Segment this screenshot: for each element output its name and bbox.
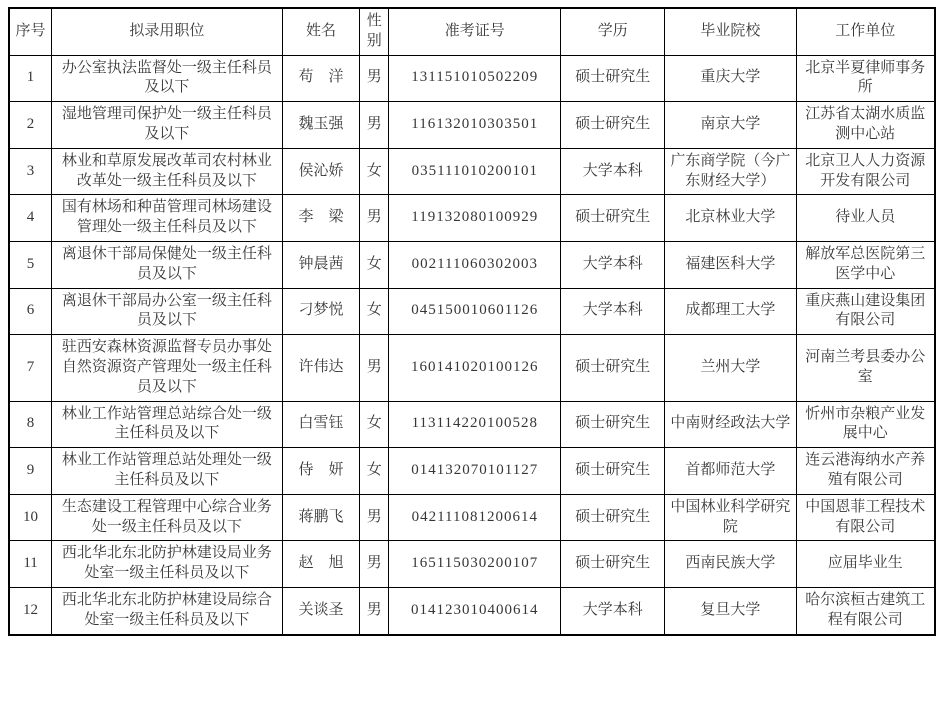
- cell-position: 离退休干部局保健处一级主任科员及以下: [52, 241, 283, 288]
- cell-education: 大学本科: [561, 587, 665, 634]
- cell-employer: 解放军总医院第三医学中心: [796, 241, 935, 288]
- cell-school: 重庆大学: [665, 55, 796, 102]
- cell-index: 6: [9, 288, 52, 335]
- cell-index: 2: [9, 102, 52, 149]
- cell-name: 刁梦悦: [282, 288, 360, 335]
- cell-exam_no: 014132070101127: [389, 448, 561, 495]
- cell-employer: 重庆燕山建设集团有限公司: [796, 288, 935, 335]
- cell-exam_no: 116132010303501: [389, 102, 561, 149]
- cell-name: 蒋鹏飞: [282, 494, 360, 541]
- cell-school: 中南财经政法大学: [665, 401, 796, 448]
- table-row: [9, 401, 935, 448]
- cell-name: 苟 洋: [282, 55, 360, 102]
- cell-index: 1: [9, 55, 52, 102]
- cell-gender: 男: [360, 335, 389, 401]
- header-cell-exam_no: 准考证号: [389, 8, 561, 55]
- cell-gender: 男: [360, 541, 389, 588]
- header-cell-position: 拟录用职位: [52, 8, 283, 55]
- cell-gender: 女: [360, 241, 389, 288]
- cell-exam_no: 035111010200101: [389, 148, 561, 195]
- cell-name: 李 梁: [282, 195, 360, 242]
- cell-position: 湿地管理司保护处一级主任科员及以下: [52, 102, 283, 149]
- cell-index: 7: [9, 335, 52, 401]
- recruitment-roster-table: [8, 7, 936, 636]
- cell-education: 大学本科: [561, 241, 665, 288]
- cell-employer: 中国恩菲工程技术有限公司: [796, 494, 935, 541]
- cell-gender: 男: [360, 55, 389, 102]
- cell-school: 中国林业科学研究院: [665, 494, 796, 541]
- cell-name: 钟晨茜: [282, 241, 360, 288]
- cell-name: 白雪钰: [282, 401, 360, 448]
- header-cell-index: 序号: [9, 8, 52, 55]
- table-row: [9, 587, 935, 634]
- cell-education: 大学本科: [561, 148, 665, 195]
- cell-education: 硕士研究生: [561, 541, 665, 588]
- cell-position: 国有林场和种苗管理司林场建设管理处一级主任科员及以下: [52, 195, 283, 242]
- table-row: [9, 148, 935, 195]
- cell-name: 关谈圣: [282, 587, 360, 634]
- cell-gender: 女: [360, 401, 389, 448]
- cell-education: 硕士研究生: [561, 448, 665, 495]
- cell-education: 硕士研究生: [561, 335, 665, 401]
- table-row: [9, 102, 935, 149]
- cell-school: 西南民族大学: [665, 541, 796, 588]
- cell-education: 大学本科: [561, 288, 665, 335]
- cell-employer: 北京半夏律师事务所: [796, 55, 935, 102]
- header-cell-education: 学历: [561, 8, 665, 55]
- cell-school: 复旦大学: [665, 587, 796, 634]
- cell-gender: 男: [360, 587, 389, 634]
- cell-index: 9: [9, 448, 52, 495]
- cell-index: 12: [9, 587, 52, 634]
- cell-index: 11: [9, 541, 52, 588]
- cell-school: 福建医科大学: [665, 241, 796, 288]
- cell-education: 硕士研究生: [561, 195, 665, 242]
- cell-exam_no: 002111060302003: [389, 241, 561, 288]
- cell-position: 西北华北东北防护林建设局综合处室一级主任科员及以下: [52, 587, 283, 634]
- cell-index: 3: [9, 148, 52, 195]
- cell-position: 驻西安森林资源监督专员办事处自然资源资产管理处一级主任科员及以下: [52, 335, 283, 401]
- cell-exam_no: 113114220100528: [389, 401, 561, 448]
- cell-name: 侯沁娇: [282, 148, 360, 195]
- cell-school: 北京林业大学: [665, 195, 796, 242]
- table-row: [9, 541, 935, 588]
- cell-education: 硕士研究生: [561, 102, 665, 149]
- table-body: [9, 55, 935, 634]
- header-cell-name: 姓名: [282, 8, 360, 55]
- cell-exam_no: 165115030200107: [389, 541, 561, 588]
- cell-name: 赵 旭: [282, 541, 360, 588]
- cell-employer: 河南兰考县委办公室: [796, 335, 935, 401]
- cell-employer: 待业人员: [796, 195, 935, 242]
- cell-exam_no: 045150010601126: [389, 288, 561, 335]
- table-header: [9, 8, 935, 55]
- cell-employer: 忻州市杂粮产业发展中心: [796, 401, 935, 448]
- cell-employer: 连云港海纳水产养殖有限公司: [796, 448, 935, 495]
- cell-gender: 男: [360, 195, 389, 242]
- cell-name: 魏玉强: [282, 102, 360, 149]
- cell-education: 硕士研究生: [561, 55, 665, 102]
- cell-exam_no: 119132080100929: [389, 195, 561, 242]
- table-row: [9, 335, 935, 401]
- table-row: [9, 241, 935, 288]
- cell-index: 10: [9, 494, 52, 541]
- header-cell-school: 毕业院校: [665, 8, 796, 55]
- table-row: [9, 195, 935, 242]
- table-row: [9, 448, 935, 495]
- cell-index: 5: [9, 241, 52, 288]
- cell-school: 成都理工大学: [665, 288, 796, 335]
- cell-gender: 男: [360, 102, 389, 149]
- cell-name: 侍 妍: [282, 448, 360, 495]
- cell-exam_no: 042111081200614: [389, 494, 561, 541]
- header-row: [9, 8, 935, 55]
- header-cell-employer: 工作单位: [796, 8, 935, 55]
- cell-exam_no: 014123010400614: [389, 587, 561, 634]
- cell-gender: 男: [360, 494, 389, 541]
- cell-name: 许伟达: [282, 335, 360, 401]
- cell-exam_no: 160141020100126: [389, 335, 561, 401]
- cell-school: 兰州大学: [665, 335, 796, 401]
- cell-index: 8: [9, 401, 52, 448]
- cell-gender: 女: [360, 148, 389, 195]
- cell-employer: 应届毕业生: [796, 541, 935, 588]
- table-row: [9, 494, 935, 541]
- cell-gender: 女: [360, 288, 389, 335]
- cell-gender: 女: [360, 448, 389, 495]
- cell-position: 林业工作站管理总站综合处一级主任科员及以下: [52, 401, 283, 448]
- table-row: [9, 288, 935, 335]
- table-row: [9, 55, 935, 102]
- cell-school: 广东商学院（今广东财经大学）: [665, 148, 796, 195]
- cell-position: 林业和草原发展改革司农村林业改革处一级主任科员及以下: [52, 148, 283, 195]
- cell-employer: 北京卫人人力资源开发有限公司: [796, 148, 935, 195]
- cell-school: 南京大学: [665, 102, 796, 149]
- cell-school: 首都师范大学: [665, 448, 796, 495]
- cell-index: 4: [9, 195, 52, 242]
- cell-position: 办公室执法监督处一级主任科员及以下: [52, 55, 283, 102]
- cell-position: 林业工作站管理总站处理处一级主任科员及以下: [52, 448, 283, 495]
- cell-position: 西北华北东北防护林建设局业务处室一级主任科员及以下: [52, 541, 283, 588]
- cell-position: 离退休干部局办公室一级主任科员及以下: [52, 288, 283, 335]
- cell-position: 生态建设工程管理中心综合业务处一级主任科员及以下: [52, 494, 283, 541]
- cell-employer: 江苏省太湖水质监测中心站: [796, 102, 935, 149]
- cell-employer: 哈尔滨桓古建筑工程有限公司: [796, 587, 935, 634]
- cell-education: 硕士研究生: [561, 494, 665, 541]
- header-cell-gender: 性别: [360, 8, 389, 55]
- cell-education: 硕士研究生: [561, 401, 665, 448]
- cell-exam_no: 131151010502209: [389, 55, 561, 102]
